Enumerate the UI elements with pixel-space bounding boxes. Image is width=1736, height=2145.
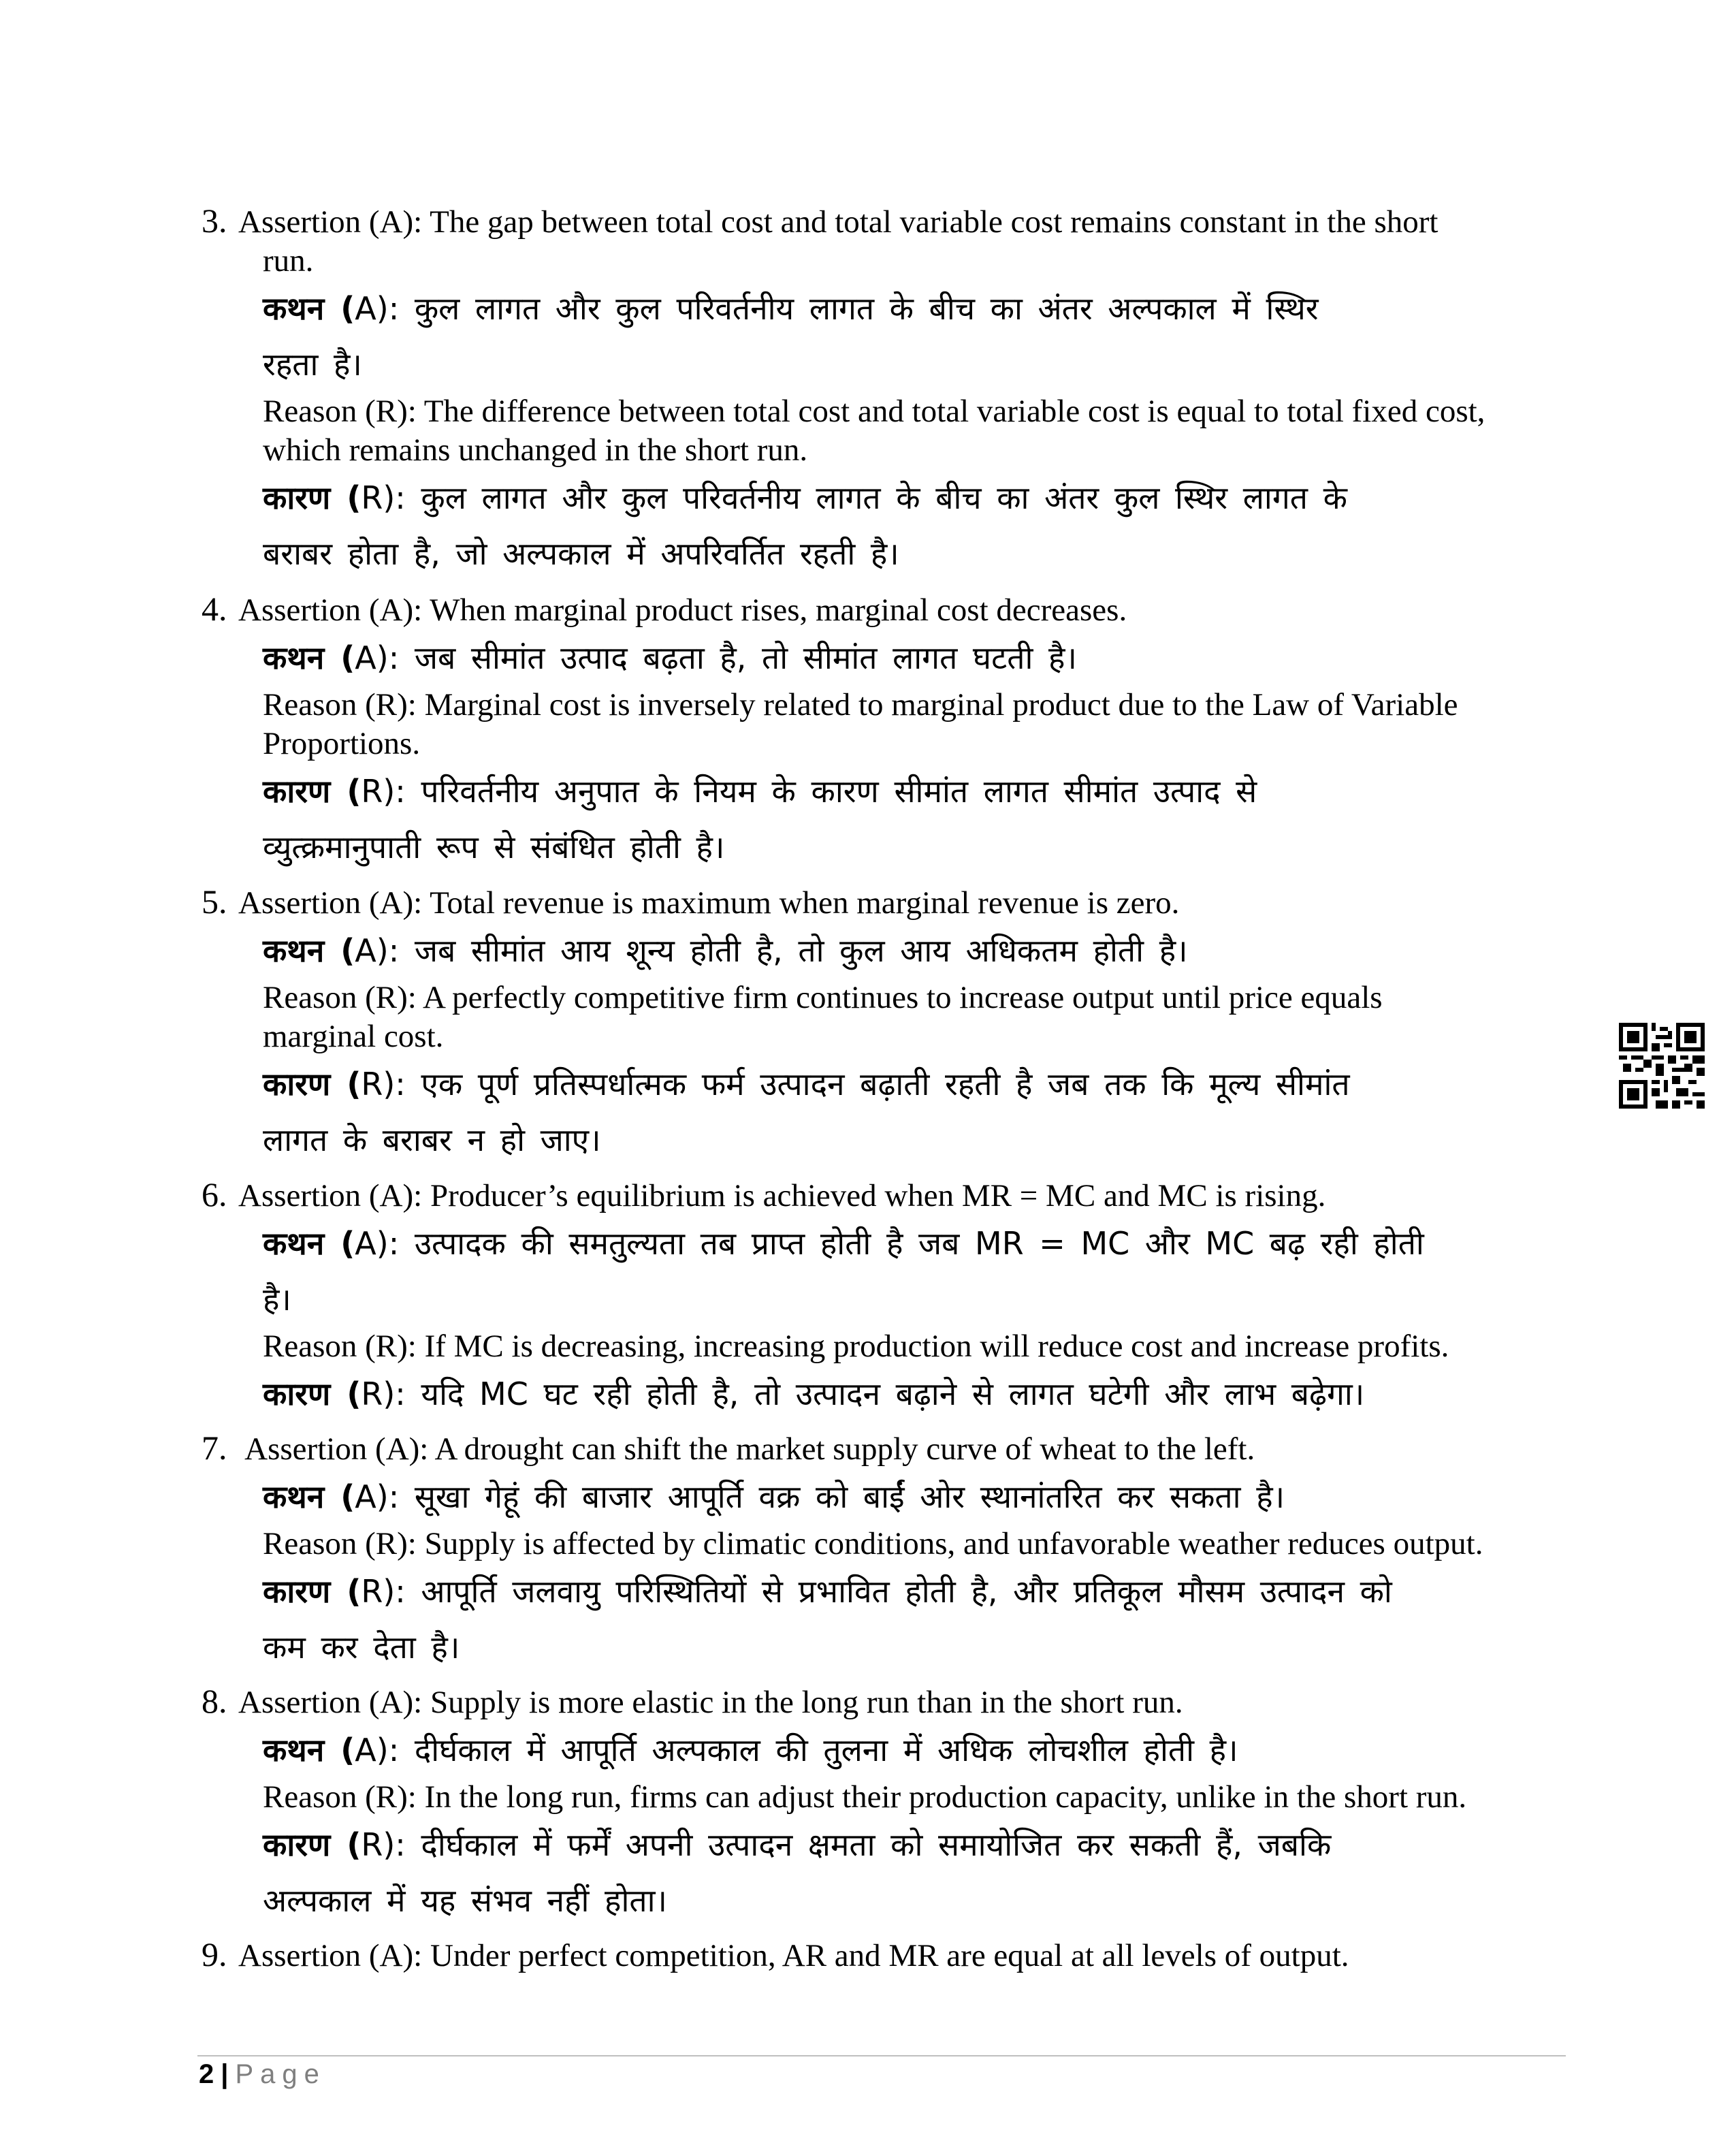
reason-en-cont: which remains unchanged in the short run. bbox=[263, 432, 808, 468]
assertion-en-cont: run. bbox=[263, 243, 314, 279]
assertion-hi-cont: रहता है। bbox=[263, 346, 362, 383]
question-5 bbox=[202, 883, 1536, 1168]
reason-hi-cont: कम कर देता है। bbox=[263, 1629, 460, 1666]
question-4 bbox=[202, 590, 1536, 875]
question-number: 5. bbox=[202, 883, 227, 921]
reason-hi: कारण (R): परिवर्तनीय अनुपात के नियम के कारण सीमांत लागत सीमांत उत्पाद से bbox=[263, 773, 1257, 810]
question-number: 8. bbox=[202, 1682, 227, 1720]
question-3 bbox=[202, 202, 1536, 582]
reason-en-cont: Proportions. bbox=[263, 726, 421, 761]
reason-hi-cont: लागत के बराबर न हो जाए। bbox=[263, 1122, 601, 1158]
reason-en: Reason (R): The difference between total cost and total variable cost is equal to total fixed cost, bbox=[263, 394, 1485, 429]
assertion-en: Assertion (A): Total revenue is maximum when marginal revenue is zero. bbox=[238, 885, 1180, 921]
reason-hi: कारण (R): कुल लागत और कुल परिवर्तनीय लागत के बीच का अंतर कुल स्थिर लागत के bbox=[263, 479, 1347, 516]
assertion-en: Assertion (A): When marginal product rises, marginal cost decreases. bbox=[238, 592, 1127, 628]
question-number: 7. bbox=[202, 1429, 227, 1467]
assertion-hi: कथन (A): उत्पादक की समतुल्यता तब प्राप्त होती है जब MR = MC और MC बढ़ रही होती bbox=[263, 1225, 1424, 1262]
reason-en: Reason (R): Marginal cost is inversely related to marginal product due to the Law of Variable bbox=[263, 687, 1458, 722]
assertion-hi: कथन (A): सूखा गेहूं की बाजार आपूर्ति वक्र को बाईं ओर स्थानांतरित कर सकता है। bbox=[263, 1478, 1285, 1515]
assertion-hi-cont: है। bbox=[263, 1281, 291, 1318]
assertion-en: Assertion (A): The gap between total cost and total variable cost remains constant in the short bbox=[238, 204, 1438, 240]
reason-en: Reason (R): Supply is affected by climatic conditions, and unfavorable weather reduces output. bbox=[263, 1526, 1483, 1561]
question-number: 4. bbox=[202, 590, 227, 628]
assertion-hi: कथन (A): कुल लागत और कुल परिवर्तनीय लागत के बीच का अंतर अल्पकाल में स्थिर bbox=[263, 290, 1319, 327]
reason-hi: कारण (R): आपूर्ति जलवायु परिस्थितियों से प्रभावित होती है, और प्रतिकूल मौसम उत्पादन को bbox=[263, 1573, 1392, 1610]
qr-code-icon bbox=[1619, 1023, 1705, 1109]
footer-separator: | bbox=[221, 2059, 229, 2089]
reason-hi: कारण (R): एक पूर्ण प्रतिस्पर्धात्मक फर्म उत्पादन बढ़ाती रहती है जब तक कि मूल्य सीमांत bbox=[263, 1066, 1350, 1102]
question-number: 9. bbox=[202, 1935, 227, 1973]
reason-en: Reason (R): In the long run, firms can adjust their production capacity, unlike in the short run. bbox=[263, 1779, 1467, 1815]
page-label: Page bbox=[235, 2059, 326, 2089]
assertion-hi: कथन (A): दीर्घकाल में आपूर्ति अल्पकाल की तुलना में अधिक लोचशील होती है। bbox=[263, 1732, 1238, 1768]
footer-divider bbox=[197, 2055, 1566, 2056]
assertion-hi: कथन (A): जब सीमांत उत्पाद बढ़ता है, तो सीमांत लागत घटती है। bbox=[263, 639, 1077, 676]
question-7 bbox=[202, 1429, 1536, 1675]
question-6 bbox=[202, 1175, 1536, 1422]
assertion-en: Assertion (A): Supply is more elastic in the long run than in the short run. bbox=[238, 1685, 1183, 1720]
question-number: 3. bbox=[202, 202, 227, 240]
question-9 bbox=[202, 1935, 1536, 1975]
reason-hi-cont: व्युत्क्रमानुपाती रूप से संबंधित होती है। bbox=[263, 829, 725, 865]
assertion-en: Assertion (A): Producer’s equilibrium is achieved when MR = MC and MC is rising. bbox=[238, 1178, 1326, 1213]
reason-en: Reason (R): A perfectly competitive firm continues to increase output until price equals bbox=[263, 980, 1383, 1015]
page-footer bbox=[199, 2059, 326, 2090]
assertion-hi: कथन (A): जब सीमांत आय शून्य होती है, तो कुल आय अधिकतम होती है। bbox=[263, 932, 1188, 969]
reason-hi-cont: बराबर होता है, जो अल्पकाल में अपरिवर्तित रहती है। bbox=[263, 535, 899, 572]
assertion-en: Assertion (A): A drought can shift the market supply curve of wheat to the left. bbox=[238, 1431, 1255, 1467]
page-number: 2 bbox=[199, 2059, 214, 2089]
reason-en: Reason (R): If MC is decreasing, increasing production will reduce cost and increase profits. bbox=[263, 1329, 1449, 1364]
question-8 bbox=[202, 1682, 1536, 1928]
reason-hi: कारण (R): दीर्घकाल में फर्में अपनी उत्पादन क्षमता को समायोजित कर सकती हैं, जबकि bbox=[263, 1826, 1332, 1863]
question-number: 6. bbox=[202, 1175, 227, 1213]
reason-hi-cont: अल्पकाल में यह संभव नहीं होता। bbox=[263, 1882, 667, 1919]
reason-en-cont: marginal cost. bbox=[263, 1019, 444, 1054]
assertion-en: Assertion (A): Under perfect competition, AR and MR are equal at all levels of output. bbox=[238, 1938, 1349, 1973]
reason-hi: कारण (R): यदि MC घट रही होती है, तो उत्पादन बढ़ाने से लागत घटेगी और लाभ बढ़ेगा। bbox=[263, 1376, 1365, 1412]
